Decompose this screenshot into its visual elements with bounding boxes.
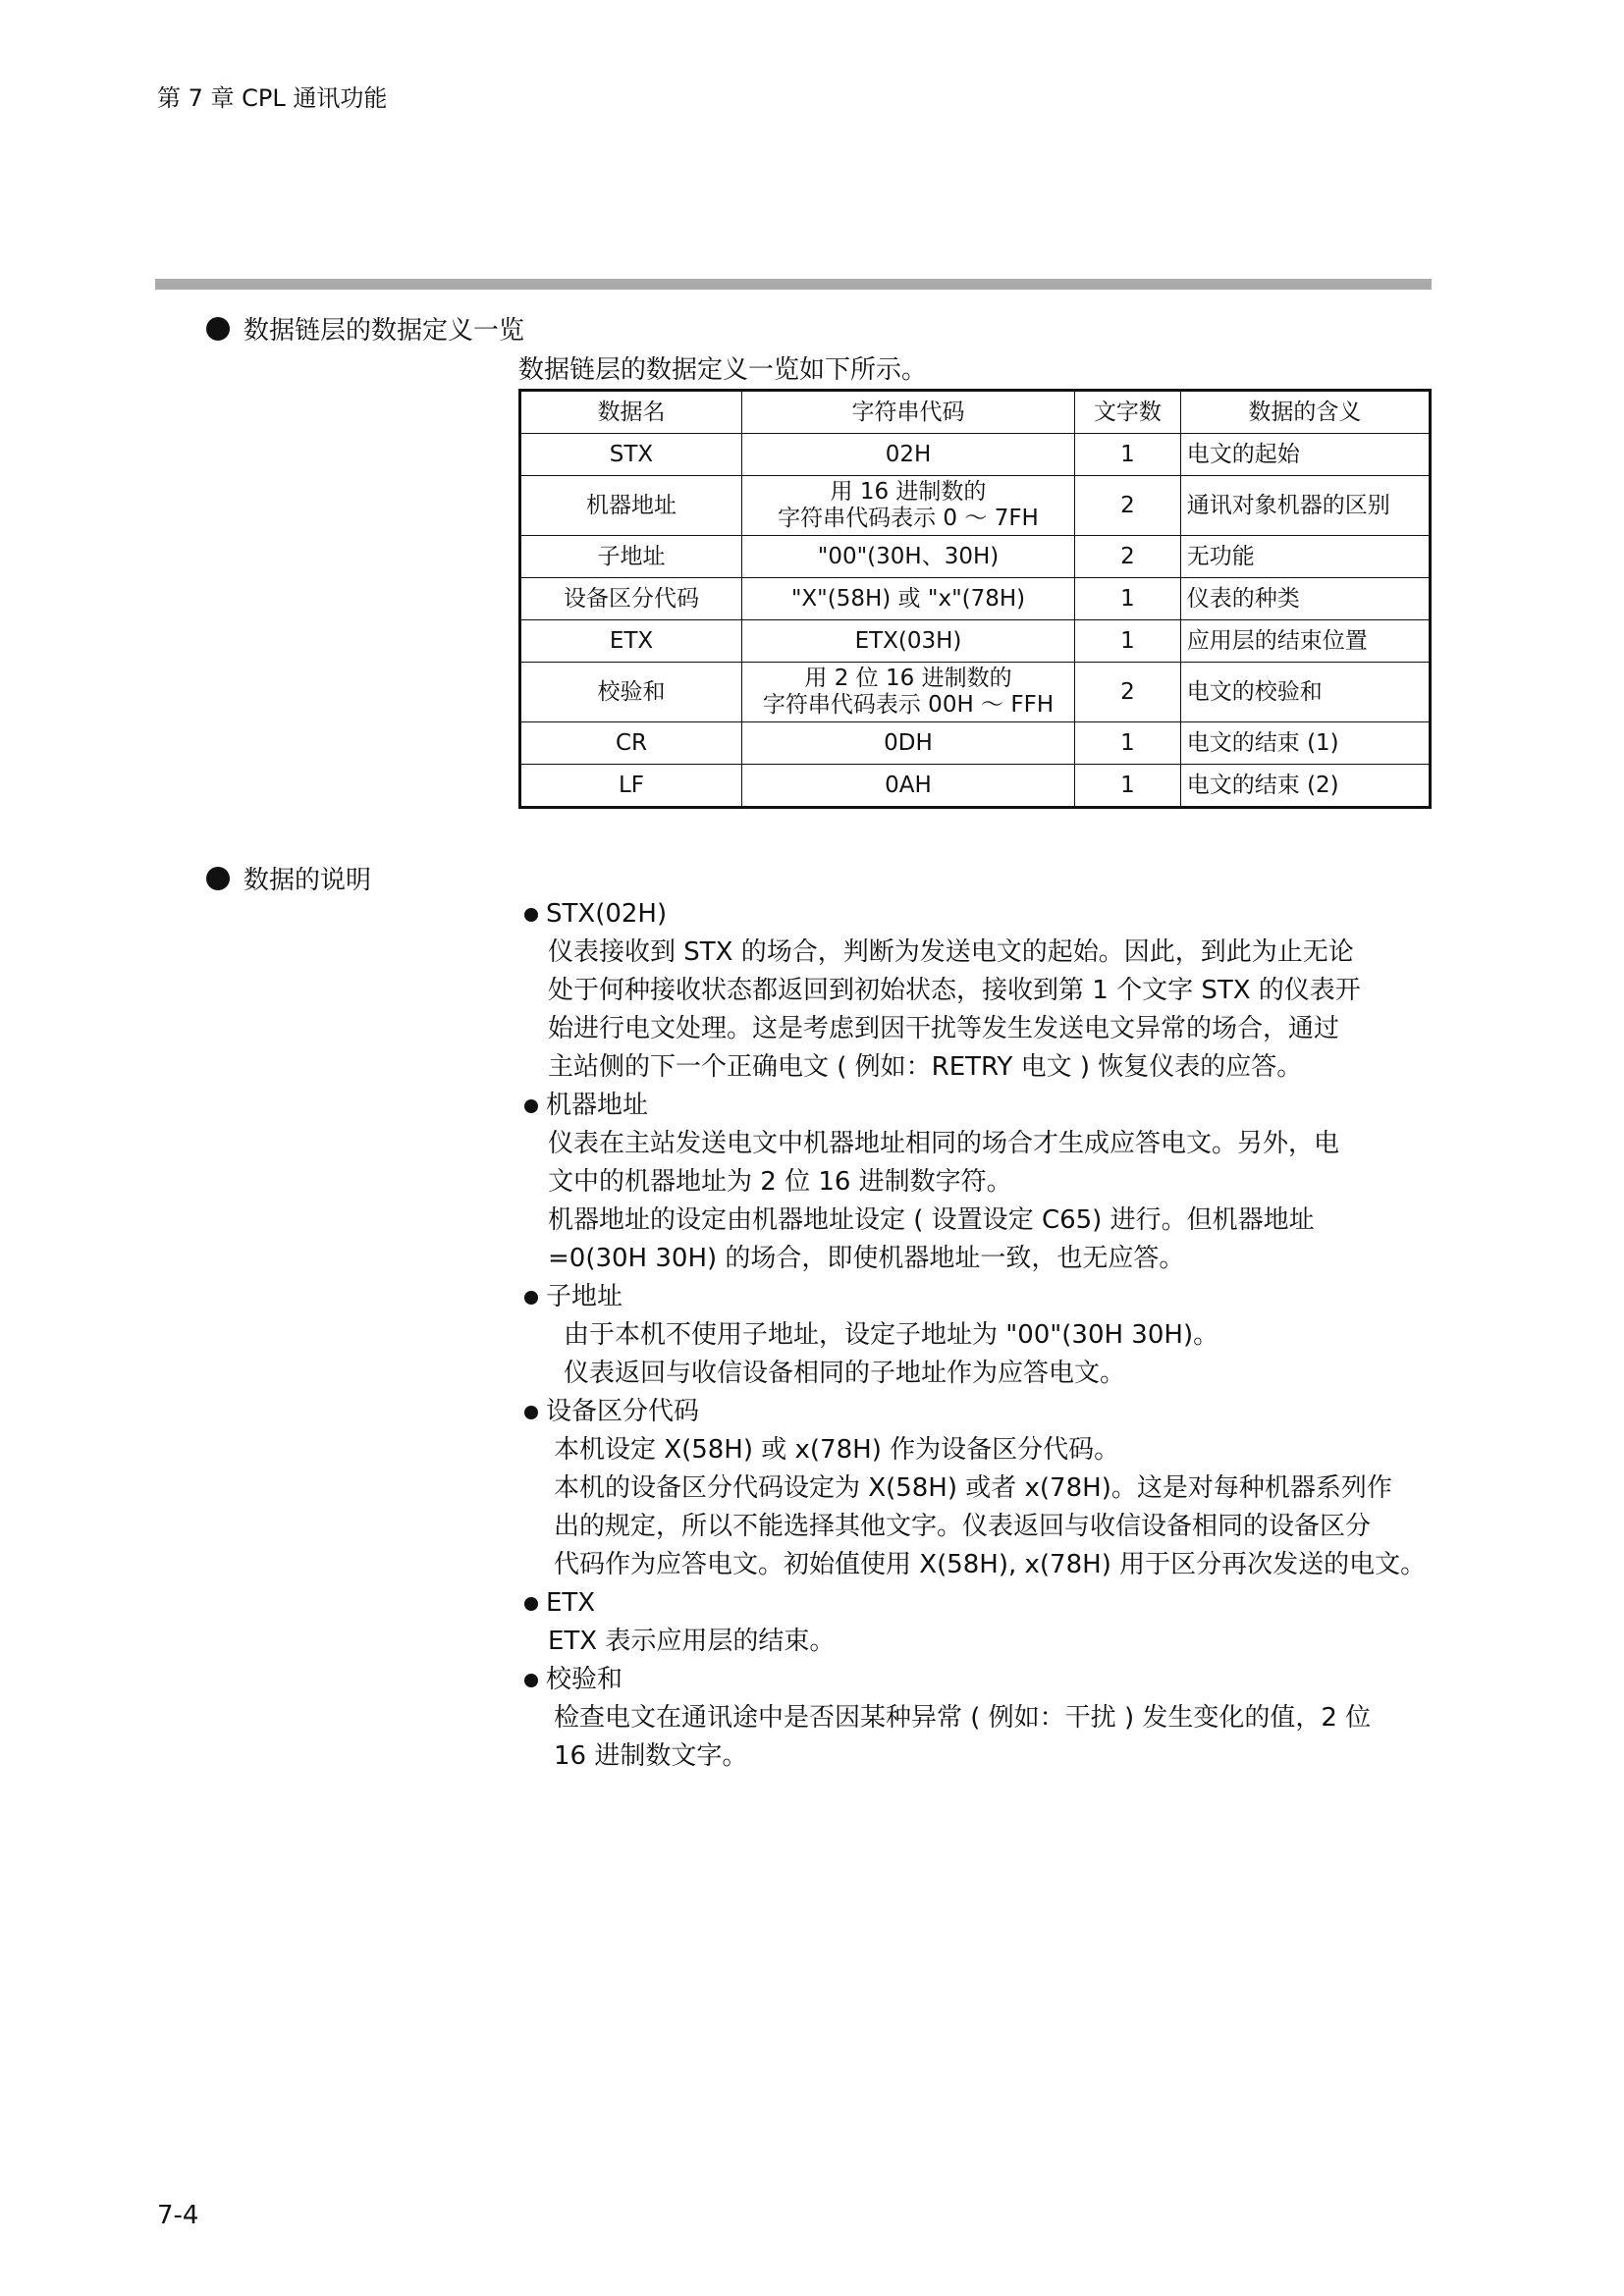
cell-code xyxy=(741,722,1074,765)
cell-code xyxy=(741,663,1074,722)
cell-name: 机器地址 xyxy=(520,476,742,536)
cell-name: CR xyxy=(520,722,742,765)
cell-meaning: 通讯对象机器的区别 xyxy=(1180,476,1430,536)
explanation-item-title-text: 子地址 xyxy=(546,1282,623,1311)
cell-name: ETX xyxy=(520,620,742,663)
bullet-icon xyxy=(206,867,230,890)
explanation-item-title-text: 机器地址 xyxy=(546,1091,649,1120)
explanation-item-title xyxy=(524,1087,1437,1125)
table-body xyxy=(520,434,1431,808)
explanation-line: 主站侧的下一个正确电文 ( 例如：RETRY 电文 ) 恢复仪表的应答。 xyxy=(548,1052,1303,1082)
explanation-item-title xyxy=(524,895,1437,934)
explanation-line: 机器地址的设定由机器地址设定 ( 设置设定 C65) 进行。但机器地址 xyxy=(548,1205,1315,1235)
explanation-line: 仪表接收到 STX 的场合，判断为发送电文的起始。因此，到此为止无论 xyxy=(548,937,1354,967)
cell-meaning: 电文的起始 xyxy=(1180,434,1430,476)
explanation-line: 仪表在主站发送电文中机器地址相同的场合才生成应答电文。另外，电 xyxy=(548,1129,1340,1158)
cell-count: 1 xyxy=(1075,722,1181,765)
table-row xyxy=(520,722,1431,765)
explanation-item-title-text: ETX xyxy=(546,1588,596,1618)
column-header-count: 文字数 xyxy=(1075,391,1181,434)
explanation-item-title xyxy=(524,1278,1437,1316)
cell-code-line: 0DH xyxy=(884,729,933,756)
section-title-text: 数据的说明 xyxy=(244,866,372,895)
page-number: 7-4 xyxy=(157,2201,199,2230)
explanation-line: ETX 表示应用层的结束。 xyxy=(548,1627,836,1656)
bullet-icon xyxy=(524,1406,538,1419)
cell-meaning: 无功能 xyxy=(1180,536,1430,578)
explanation-item-title xyxy=(524,1661,1437,1699)
explanation-item xyxy=(524,1661,1437,1776)
table-intro: 数据链层的数据定义一览如下所示。 xyxy=(518,355,928,385)
explanation-item xyxy=(524,1584,1437,1661)
explanation-item xyxy=(524,1278,1437,1393)
cell-code-line: 字符串代码表示 0 ～ 7FH xyxy=(778,506,1039,531)
data-definition-table xyxy=(518,389,1432,809)
cell-code-line: 02H xyxy=(885,441,932,467)
cell-code xyxy=(741,434,1074,476)
explanation-line: 处于何种接收状态都返回到初始状态，接收到第 1 个文字 STX 的仪表开 xyxy=(548,976,1361,1005)
chapter-header: 第 7 章 CPL 通讯功能 xyxy=(157,84,388,112)
cell-meaning: 电文的结束 (2) xyxy=(1180,765,1430,808)
cell-name: STX xyxy=(520,434,742,476)
cell-code xyxy=(741,620,1074,663)
cell-name: 子地址 xyxy=(520,536,742,578)
cell-meaning: 电文的结束 (1) xyxy=(1180,722,1430,765)
explanation-item-title-text: 设备区分代码 xyxy=(546,1397,700,1426)
explanation-item xyxy=(524,895,1437,1087)
explanation-line: 本机的设备区分代码设定为 X(58H) 或者 x(78H)。这是对每种机器系列作 xyxy=(554,1473,1392,1503)
bullet-icon xyxy=(524,1099,538,1113)
table-row xyxy=(520,434,1431,476)
cell-count: 1 xyxy=(1075,765,1181,808)
section-rule xyxy=(155,279,1432,290)
explanation-item xyxy=(524,1087,1437,1278)
cell-code-line: 用 16 进制数的 xyxy=(830,479,987,505)
explanation-line: 16 进制数文字。 xyxy=(554,1741,748,1771)
explanation-list xyxy=(524,895,1437,1776)
cell-code-line: 0AH xyxy=(885,772,932,798)
explanation-line: 由于本机不使用子地址，设定子地址为 "00"(30H 30H)。 xyxy=(564,1320,1219,1350)
cell-code-line: "00"(30H、30H) xyxy=(817,543,1000,569)
cell-count: 2 xyxy=(1075,663,1181,722)
cell-code xyxy=(741,476,1074,536)
explanation-item-title-text: STX(02H) xyxy=(546,899,668,929)
bullet-icon xyxy=(524,908,538,922)
cell-count: 1 xyxy=(1075,434,1181,476)
cell-count: 2 xyxy=(1075,536,1181,578)
column-header-meaning: 数据的含义 xyxy=(1180,391,1430,434)
explanation-line: 代码作为应答电文。初始值使用 X(58H), x(78H) 用于区分再次发送的电文。 xyxy=(554,1550,1427,1579)
cell-code-line: 用 2 位 16 进制数的 xyxy=(804,666,1012,691)
section-title-text: 数据链层的数据定义一览 xyxy=(244,316,525,346)
cell-name: 设备区分代码 xyxy=(520,578,742,620)
cell-count: 1 xyxy=(1075,578,1181,620)
explanation-line: =0(30H 30H) 的场合，即使机器地址一致，也无应答。 xyxy=(548,1244,1185,1273)
explanation-line: 始进行电文处理。这是考虑到因干扰等发生发送电文异常的场合，通过 xyxy=(548,1014,1340,1043)
cell-name: 校验和 xyxy=(520,663,742,722)
explanation-item-title xyxy=(524,1584,1437,1623)
cell-meaning: 仪表的种类 xyxy=(1180,578,1430,620)
cell-count: 1 xyxy=(1075,620,1181,663)
table-row xyxy=(520,620,1431,663)
cell-code-line: 字符串代码表示 00H ～ FFH xyxy=(762,692,1055,718)
cell-code xyxy=(741,765,1074,808)
section-title-explanation xyxy=(206,860,371,896)
table-row xyxy=(520,663,1431,722)
cell-code xyxy=(741,578,1074,620)
table-row xyxy=(520,578,1431,620)
bullet-icon xyxy=(524,1597,538,1611)
bullet-icon xyxy=(206,317,230,341)
table-row xyxy=(520,536,1431,578)
explanation-item-title xyxy=(524,1393,1437,1431)
column-header-name: 数据名 xyxy=(520,391,742,434)
section-title-definitions xyxy=(206,310,524,347)
cell-count: 2 xyxy=(1075,476,1181,536)
column-header-code: 字符串代码 xyxy=(741,391,1074,434)
bullet-icon xyxy=(524,1674,538,1687)
bullet-icon xyxy=(524,1291,538,1305)
explanation-line: 文中的机器地址为 2 位 16 进制数字符。 xyxy=(548,1167,1012,1197)
explanation-line: 出的规定，所以不能选择其他文字。仪表返回与收信设备相同的设备区分 xyxy=(554,1512,1372,1541)
cell-name: LF xyxy=(520,765,742,808)
explanation-line: 仪表返回与收信设备相同的子地址作为应答电文。 xyxy=(564,1359,1126,1388)
table-row xyxy=(520,476,1431,536)
cell-meaning: 应用层的结束位置 xyxy=(1180,620,1430,663)
cell-code xyxy=(741,536,1074,578)
table-row xyxy=(520,765,1431,808)
explanation-item xyxy=(524,1393,1437,1584)
table-header-row xyxy=(520,391,1431,434)
explanation-line: 本机设定 X(58H) 或 x(78H) 作为设备区分代码。 xyxy=(554,1435,1120,1465)
cell-code-line: ETX(03H) xyxy=(854,627,962,654)
explanation-item-title-text: 校验和 xyxy=(546,1665,623,1694)
cell-code-line: "X"(58H) 或 "x"(78H) xyxy=(790,585,1026,612)
explanation-line: 检查电文在通讯途中是否因某种异常 ( 例如：干扰 ) 发生变化的值，2 位 xyxy=(554,1703,1372,1733)
cell-meaning: 电文的校验和 xyxy=(1180,663,1430,722)
